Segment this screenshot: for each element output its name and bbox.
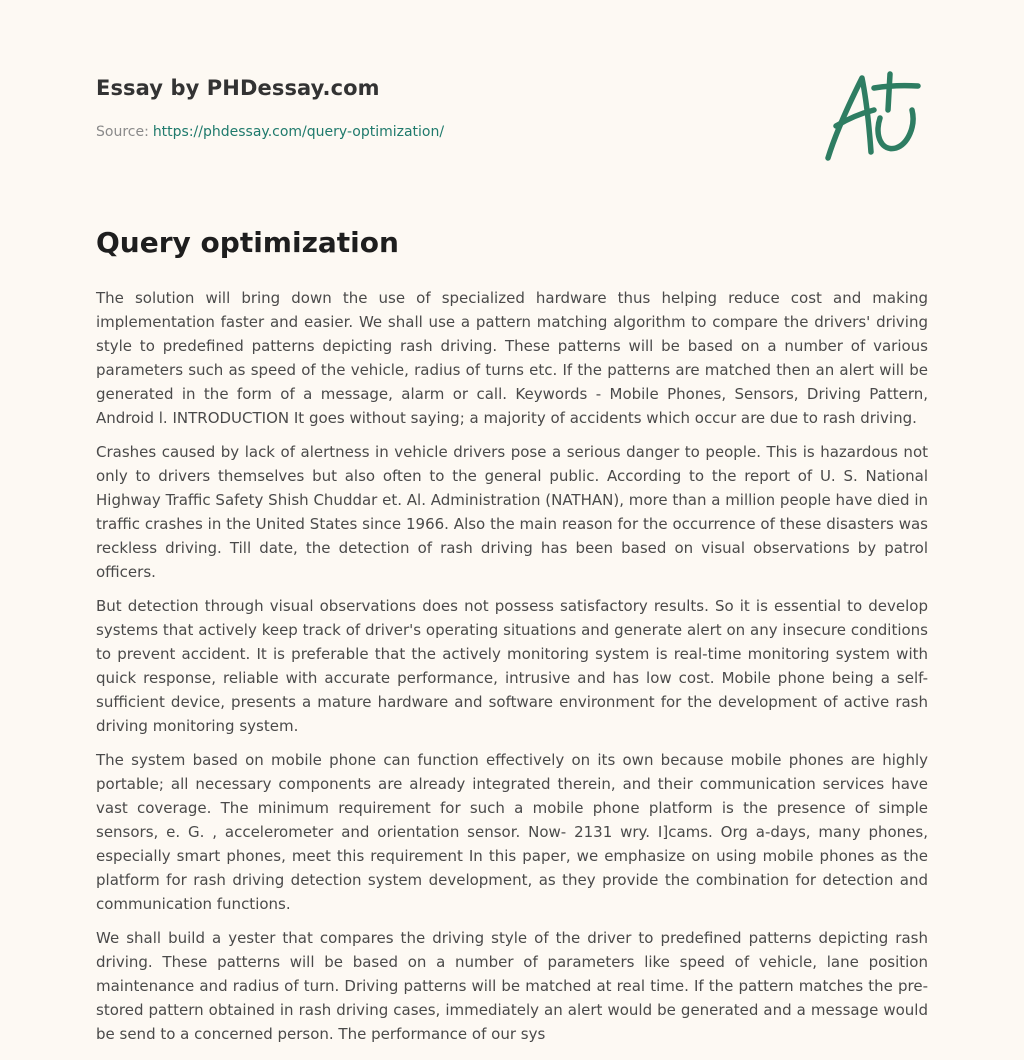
source-link[interactable]: https://phdessay.com/query-optimization/ — [152, 124, 445, 140]
essay-paragraph: Crashes caused by lack of alertness in vehicle drivers pose a serious danger to people. This is hazardous not only to drivers themselves but also often to the general public. According to the report of U. S. National Highway Traffic Safety Shish Chuddar et. Al. Administration (NATHAN), more than a million people have died in traffic crashes in the United States since 1966. Also the main reason for the occurrence of these disasters was reckless driving. Till date, the detection of rash driving has been based on visual observations by patrol officers. — [96, 443, 928, 581]
source-label: Source: — [96, 124, 149, 140]
source-line — [96, 124, 444, 140]
site-brand: Essay by PHDessay.com — [96, 76, 380, 100]
essay-paragraph: We shall build a yester that compares the driving style of the driver to predefined patterns depicting rash driving. These patterns will be based on a number of parameters like speed of vehicle, lane position maintenance and radius of turn. Driving patterns will be matched at real time. If the pattern matches the pre-stored pattern obtained in rash driving cases, immediately an alert would be generated and a message would be send to a concerned person. The performance of our sys — [96, 929, 928, 1043]
essay-paragraph: But detection through visual observations does not possess satisfactory results. So it is essential to develop systems that actively keep track of driver's operating situations and generate alert on any insecure conditions to prevent accident. It is preferable that the actively monitoring system is real-time monitoring system with quick response, reliable with accurate performance, intrusive and has low cost. Mobile phone being a self-sufficient device, presents a mature hardware and software environment for the development of active rash driving monitoring system. — [96, 597, 928, 735]
a-plus-grade-icon — [822, 68, 926, 164]
essay-paragraph: The solution will bring down the use of specialized hardware thus helping reduce cost and making implementation faster and easier. We shall use a pattern matching algorithm to compare the drivers' driving style to predefined patterns depicting rash driving. These patterns will be based on a number of various parameters such as speed of the vehicle, radius of turns etc. If the patterns are matched then an alert will be generated in the form of a message, alarm or call. Keywords - Mobile Phones, Sensors, Driving Pattern, Android l. INTRODUCTION It goes without saying; a majority of accidents which occur are due to rash driving. — [96, 289, 928, 427]
essay-title: Query optimization — [96, 226, 399, 259]
essay-body — [96, 286, 928, 1056]
essay-paragraph: The system based on mobile phone can function effectively on its own because mobile phones are highly portable; all necessary components are already integrated therein, and their communication services have vast coverage. The minimum requirement for such a mobile phone platform is the presence of simple sensors, e. G. , accelerometer and orientation sensor. Now- 2131 wry. I]cams. Org a-days, many phones, especially smart phones, meet this requirement In this paper, we emphasize on using mobile phones as the platform for rash driving detection system development, as they provide the combination for detection and communication functions. — [96, 751, 928, 913]
